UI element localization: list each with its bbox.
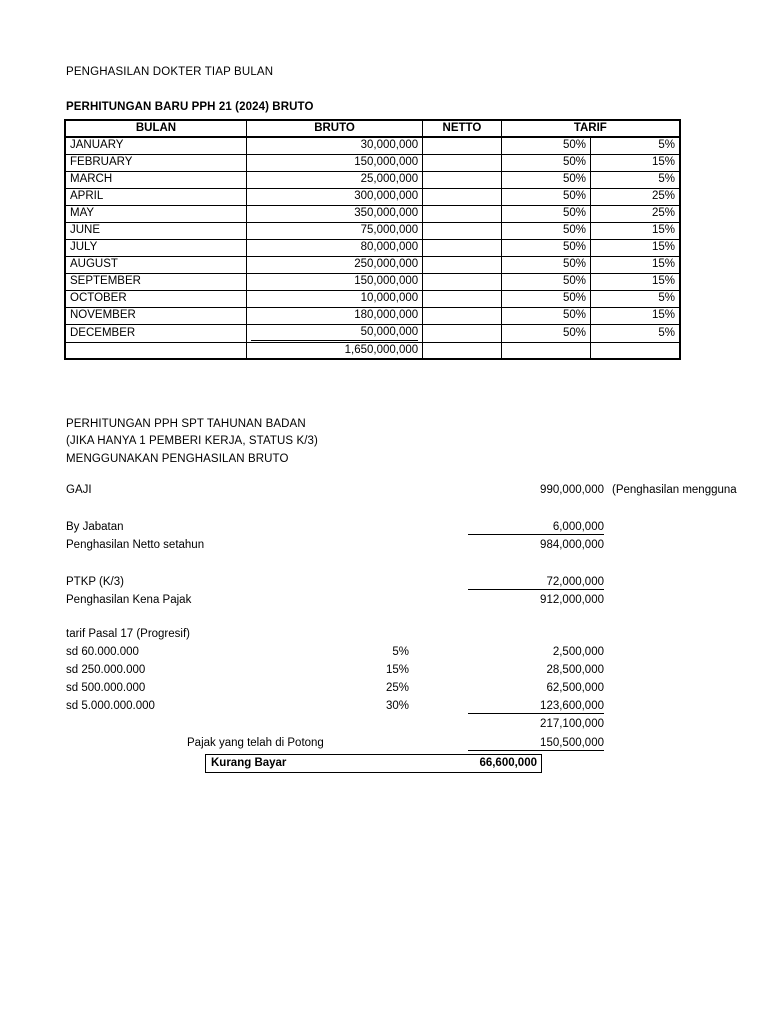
- cell-bruto: 30,000,000: [246, 137, 422, 154]
- cell-netto: [423, 290, 501, 307]
- bracket-amount: 62,500,000: [546, 682, 604, 694]
- table-body: [65, 137, 680, 359]
- penghasilan-netto-label: Penghasilan Netto setahun: [66, 539, 205, 551]
- cell-tarif2: 5%: [591, 324, 680, 342]
- cell-netto-total: [423, 342, 501, 359]
- row-tax-subtotal: [66, 718, 766, 735]
- annual-heading-line-2: (JIKA HANYA 1 PEMBERI KERJA, STATUS K/3): [66, 435, 318, 447]
- cell-bruto-value: 50,000,000: [251, 325, 418, 341]
- row-penghasilan-kena-pajak: [66, 594, 766, 611]
- column-header-tarif: TARIF: [501, 120, 680, 137]
- row-gaji: [66, 484, 766, 501]
- cell-netto: [423, 273, 501, 290]
- bracket-label: sd 250.000.000: [66, 664, 146, 676]
- column-header-bruto: BRUTO: [246, 120, 422, 137]
- cell-netto: [423, 222, 501, 239]
- gaji-amount: 990,000,000: [540, 484, 604, 496]
- cell-tarif1: 50%: [501, 239, 590, 256]
- table-row: [65, 290, 680, 307]
- cell-tarif1: 50%: [501, 222, 590, 239]
- cell-tarif2: 15%: [591, 222, 680, 239]
- cell-netto: [423, 154, 501, 171]
- row-pajak-dipotong: [66, 737, 766, 754]
- cell-tarif2: 15%: [591, 256, 680, 273]
- document-title: PENGHASILAN DOKTER TIAP BULAN: [66, 66, 274, 78]
- cell-tarif2: 15%: [591, 273, 680, 290]
- tarif-pasal-17-label: tarif Pasal 17 (Progresif): [66, 628, 190, 640]
- cell-bruto: 75,000,000: [246, 222, 422, 239]
- cell-bulan: JULY: [65, 239, 246, 256]
- bracket-rate: 30%: [385, 700, 409, 712]
- row-bracket: [66, 700, 766, 717]
- bracket-amount: 28,500,000: [546, 664, 604, 676]
- cell-netto: [423, 239, 501, 256]
- biaya-jabatan-label: By Jabatan: [66, 521, 124, 533]
- gaji-label: GAJI: [66, 484, 92, 496]
- cell-tarif1: 50%: [501, 324, 590, 342]
- cell-tarif2: 15%: [591, 307, 680, 324]
- bracket-rate: 25%: [385, 682, 409, 694]
- cell-tarif2: 25%: [591, 188, 680, 205]
- column-header-netto: NETTO: [423, 120, 501, 137]
- pajak-dipotong-label: Pajak yang telah di Potong: [187, 737, 324, 749]
- cell-netto: [423, 137, 501, 154]
- cell-bruto: [246, 324, 422, 342]
- cell-tarif1: 50%: [501, 273, 590, 290]
- kurang-bayar-amount: 66,600,000: [479, 757, 537, 769]
- pajak-dipotong-amount: 150,500,000: [468, 737, 604, 751]
- row-bracket: [66, 682, 766, 699]
- cell-tarif1: 50%: [501, 307, 590, 324]
- tax-subtotal-amount: 217,100,000: [540, 718, 604, 730]
- cell-bulan: NOVEMBER: [65, 307, 246, 324]
- cell-tarif1-total: [501, 342, 590, 359]
- cell-bulan: AUGUST: [65, 256, 246, 273]
- kurang-bayar-label: Kurang Bayar: [211, 757, 287, 769]
- ptkp-label: PTKP (K/3): [66, 576, 124, 588]
- biaya-jabatan-amount: 6,000,000: [468, 521, 604, 535]
- cell-bulan: APRIL: [65, 188, 246, 205]
- table-row: [65, 171, 680, 188]
- cell-netto: [423, 307, 501, 324]
- cell-tarif1: 50%: [501, 205, 590, 222]
- bracket-label: sd 5.000.000.000: [66, 700, 155, 712]
- row-penghasilan-netto: [66, 539, 766, 556]
- cell-bulan-total: [65, 342, 246, 359]
- cell-tarif2-total: [591, 342, 680, 359]
- cell-bruto: 150,000,000: [246, 154, 422, 171]
- pkp-amount: 912,000,000: [540, 594, 604, 606]
- cell-tarif2: 5%: [591, 171, 680, 188]
- cell-bruto: 180,000,000: [246, 307, 422, 324]
- cell-tarif2: 15%: [591, 154, 680, 171]
- row-bracket: [66, 646, 766, 663]
- row-bracket: [66, 664, 766, 681]
- table-row: [65, 154, 680, 171]
- bracket-rate: 5%: [392, 646, 409, 658]
- table-row: [65, 273, 680, 290]
- cell-bulan: FEBRUARY: [65, 154, 246, 171]
- cell-netto: [423, 256, 501, 273]
- annual-heading-line-1: PERHITUNGAN PPH SPT TAHUNAN BADAN: [66, 418, 306, 430]
- cell-bulan: JUNE: [65, 222, 246, 239]
- cell-bruto: 250,000,000: [246, 256, 422, 273]
- cell-tarif2: 5%: [591, 137, 680, 154]
- cell-bruto-total: 1,650,000,000: [246, 342, 422, 359]
- table-row: [65, 205, 680, 222]
- cell-bruto: 25,000,000: [246, 171, 422, 188]
- cell-tarif1: 50%: [501, 290, 590, 307]
- ptkp-amount: 72,000,000: [468, 576, 604, 590]
- kurang-bayar-box: [205, 754, 542, 773]
- cell-tarif1: 50%: [501, 154, 590, 171]
- cell-tarif1: 50%: [501, 171, 590, 188]
- table-total-row: [65, 342, 680, 359]
- cell-netto: [423, 188, 501, 205]
- cell-netto: [423, 171, 501, 188]
- table-row: [65, 239, 680, 256]
- table-row: [65, 307, 680, 324]
- cell-bulan: MARCH: [65, 171, 246, 188]
- bracket-label: sd 60.000.000: [66, 646, 139, 658]
- cell-bulan: JANUARY: [65, 137, 246, 154]
- row-biaya-jabatan: [66, 521, 766, 538]
- cell-netto: [423, 324, 501, 342]
- cell-bruto: 80,000,000: [246, 239, 422, 256]
- table-header-row: [65, 120, 680, 137]
- cell-tarif1: 50%: [501, 188, 590, 205]
- table-row: [65, 188, 680, 205]
- table-row: [65, 256, 680, 273]
- pkp-label: Penghasilan Kena Pajak: [66, 594, 192, 606]
- cell-bruto: 300,000,000: [246, 188, 422, 205]
- bracket-label: sd 500.000.000: [66, 682, 146, 694]
- table-row: [65, 324, 680, 342]
- penghasilan-netto-amount: 984,000,000: [540, 539, 604, 551]
- bracket-amount: 2,500,000: [552, 646, 604, 658]
- cell-bulan: MAY: [65, 205, 246, 222]
- row-ptkp: [66, 576, 766, 593]
- cell-tarif2: 15%: [591, 239, 680, 256]
- bracket-rate: 15%: [385, 664, 409, 676]
- annual-heading-line-3: MENGGUNAKAN PENGHASILAN BRUTO: [66, 453, 289, 465]
- cell-tarif1: 50%: [501, 137, 590, 154]
- cell-bruto: 10,000,000: [246, 290, 422, 307]
- table-row: [65, 222, 680, 239]
- bracket-amount: 123,600,000: [468, 700, 604, 714]
- monthly-table-title: PERHITUNGAN BARU PPH 21 (2024) BRUTO: [66, 101, 314, 113]
- cell-bulan: OCTOBER: [65, 290, 246, 307]
- monthly-bruto-table: [64, 119, 681, 360]
- cell-bruto: 150,000,000: [246, 273, 422, 290]
- row-tarif-pasal-17: [66, 628, 766, 645]
- cell-bulan: SEPTEMBER: [65, 273, 246, 290]
- cell-bruto: 350,000,000: [246, 205, 422, 222]
- cell-tarif2: 25%: [591, 205, 680, 222]
- cell-bulan: DECEMBER: [65, 324, 246, 342]
- cell-netto: [423, 205, 501, 222]
- table-row: [65, 137, 680, 154]
- cell-tarif2: 5%: [591, 290, 680, 307]
- cell-tarif1: 50%: [501, 256, 590, 273]
- gaji-note: (Penghasilan mengguna: [612, 484, 737, 496]
- column-header-bulan: BULAN: [65, 120, 246, 137]
